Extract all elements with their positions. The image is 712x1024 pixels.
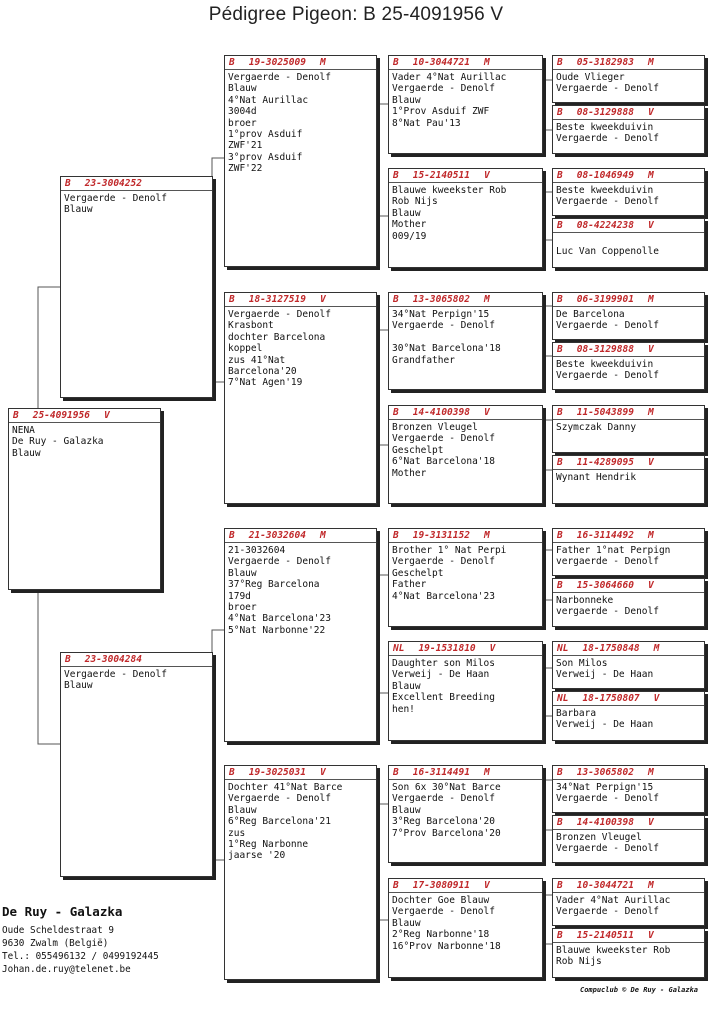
ring-country: B	[229, 530, 235, 541]
ring-country: B	[393, 767, 399, 778]
ring-sex: V	[483, 170, 490, 181]
owner-email[interactable]: Johan.de.ruy@telenet.be	[2, 964, 131, 975]
ring-country: NL	[557, 693, 569, 704]
owner-city: 9630 Zwalm (België)	[2, 938, 109, 949]
ring-number: 14-4100398	[576, 817, 634, 828]
ring-header	[553, 579, 704, 593]
pigeon-description: Narbonneke vergaerde - Denolf	[556, 595, 659, 618]
pigeon-card-g4-5[interactable]	[552, 292, 705, 340]
ring-number: 11-4289095	[576, 457, 634, 468]
ring-number: 19-3025009	[248, 57, 306, 68]
pigeon-card-gm-maternal[interactable]	[224, 765, 377, 980]
ring-number: 05-3182983	[576, 57, 634, 68]
pigeon-description: 34°Nat Perpign'15 Vergaerde - Denolf	[556, 782, 659, 805]
ring-sex: M	[647, 880, 654, 891]
ring-country: B	[65, 654, 71, 665]
pigeon-card-g4-1[interactable]	[552, 55, 705, 103]
ring-sex: M	[647, 57, 654, 68]
ring-header	[553, 106, 704, 120]
ring-header	[389, 879, 542, 893]
ring-country: NL	[393, 643, 405, 654]
ring-country: B	[557, 880, 563, 891]
pigeon-description: Vergaerde - Denolf Blauw 4°Nat Aurillac 3004d broer 1°prov Asduif ZWF'21 3°prov Asduif ZWF'22	[228, 72, 331, 175]
pigeon-card-g3-2[interactable]	[388, 168, 543, 268]
ring-number: 16-3114492	[576, 530, 634, 541]
pigeon-card-g3-6[interactable]	[388, 641, 543, 741]
ring-number: 08-3129888	[576, 107, 634, 118]
ring-header	[389, 406, 542, 420]
ring-header	[553, 529, 704, 543]
ring-sex: M	[647, 530, 654, 541]
pigeon-card-g4-9[interactable]	[552, 528, 705, 576]
pigeon-description: Vader 4°Nat Aurillac Vergaerde - Denolf	[556, 895, 671, 918]
pigeon-card-g4-7[interactable]	[552, 405, 705, 453]
ring-number: 18-1750807	[582, 693, 640, 704]
ring-country: B	[65, 178, 71, 189]
ring-header	[225, 293, 376, 307]
ring-country: B	[393, 294, 399, 305]
ring-header	[389, 642, 542, 656]
ring-header	[389, 56, 542, 70]
ring-number: 08-4224238	[576, 220, 634, 231]
ring-header	[553, 879, 704, 893]
ring-country: B	[557, 57, 563, 68]
pigeon-description: Dochter 41°Nat Barce Vergaerde - Denolf Blauw 6°Reg Barcelona'21 zus 1°Reg Narbonne jaarse '20	[228, 782, 343, 862]
ring-sex: M	[483, 294, 490, 305]
ring-sex: M	[647, 170, 654, 181]
pigeon-description: Vergaerde - Denolf Blauw	[64, 193, 167, 216]
ring-sex: M	[483, 767, 490, 778]
pigeon-description: Vader 4°Nat Aurillac Vergaerde - Denolf Blauw 1°Prov Asduif ZWF 8°Nat Pau'13	[392, 72, 507, 129]
pigeon-card-g4-13[interactable]	[552, 765, 705, 813]
ring-number: 10-3044721	[412, 57, 470, 68]
ring-header	[389, 529, 542, 543]
pigeon-description: Wynant Hendrik	[556, 472, 637, 483]
ring-country: B	[557, 580, 563, 591]
pigeon-card-g4-3[interactable]	[552, 168, 705, 216]
ring-header	[553, 343, 704, 357]
pigeon-card-g3-4[interactable]	[388, 405, 543, 504]
ring-number: 13-3065802	[412, 294, 470, 305]
ring-header	[553, 929, 704, 943]
ring-header	[553, 219, 704, 233]
pigeon-card-g4-6[interactable]	[552, 342, 705, 390]
pigeon-description: 21-3032604 Vergaerde - Denolf Blauw 37°Reg Barcelona 179d broer 4°Nat Barcelona'23 5°Nat Narbonne'22	[228, 545, 331, 636]
ring-number: 08-3129888	[576, 344, 634, 355]
pigeon-card-gf-paternal[interactable]	[224, 55, 377, 267]
footer-credit: Compuclub © De Ruy - Galazka	[579, 986, 698, 994]
ring-country: B	[557, 344, 563, 355]
ring-country: B	[229, 294, 235, 305]
ring-number: 15-3064660	[576, 580, 634, 591]
ring-header	[553, 642, 704, 656]
ring-sex: V	[647, 457, 654, 468]
ring-number: 17-3080911	[412, 880, 470, 891]
ring-country: B	[557, 767, 563, 778]
ring-country: B	[557, 407, 563, 418]
ring-sex: V	[647, 220, 654, 231]
pigeon-card-g4-2[interactable]	[552, 105, 705, 154]
ring-country: B	[557, 817, 563, 828]
ring-sex: M	[319, 57, 326, 68]
ring-sex: M	[647, 294, 654, 305]
pigeon-description: Bronzen Vleugel Vergaerde - Denolf	[556, 832, 659, 855]
ring-sex: M	[483, 57, 490, 68]
ring-number: 23-3004252	[84, 178, 142, 189]
ring-country: B	[393, 170, 399, 181]
ring-header	[389, 169, 542, 183]
pigeon-description: Vergaerde - Denolf Blauw	[64, 669, 167, 692]
pigeon-description: Brother 1° Nat Perpi Vergaerde - Denolf Geschelpt Father 4°Nat Barcelona'23	[392, 545, 507, 602]
ring-number: 18-1750848	[582, 643, 640, 654]
ring-country: B	[229, 767, 235, 778]
ring-country: B	[557, 107, 563, 118]
ring-country: NL	[557, 643, 569, 654]
ring-number: 15-2140511	[412, 170, 470, 181]
ring-header	[553, 56, 704, 70]
ring-country: B	[229, 57, 235, 68]
ring-sex: V	[483, 880, 490, 891]
pigeon-description: Luc Van Coppenolle	[556, 246, 659, 258]
ring-sex: V	[319, 767, 326, 778]
ring-number: 21-3032604	[248, 530, 306, 541]
ring-sex: V	[319, 294, 326, 305]
ring-header	[61, 177, 212, 191]
ring-number: 25-4091956	[32, 410, 90, 421]
ring-number: 11-5043899	[576, 407, 634, 418]
pigeon-description: Bronzen Vleugel Vergaerde - Denolf Geschelpt 6°Nat Barcelona'18 Mother	[392, 422, 495, 479]
ring-header	[225, 56, 376, 70]
ring-number: 08-1046949	[576, 170, 634, 181]
pigeon-card-g4-16[interactable]	[552, 928, 705, 978]
ring-number: 14-4100398	[412, 407, 470, 418]
ring-header	[553, 293, 704, 307]
pigeon-card-g4-10[interactable]	[552, 578, 705, 627]
ring-number: 10-3044721	[576, 880, 634, 891]
pigeon-card-g4-15[interactable]	[552, 878, 705, 926]
page-title: Pédigree Pigeon: B 25-4091956 V	[208, 4, 504, 25]
pigeon-description: Father 1°nat Perpign vergaerde - Denolf	[556, 545, 671, 568]
ring-header	[9, 409, 160, 423]
ring-country: B	[393, 407, 399, 418]
ring-number: 23-3004284	[84, 654, 142, 665]
pigeon-description: Son Milos Verweij - De Haan	[556, 658, 654, 681]
ring-header	[389, 766, 542, 780]
pigeon-description: Son 6x 30°Nat Barce Vergaerde - Denolf Blauw 3°Reg Barcelona'20 7°Prov Barcelona'20	[392, 782, 501, 839]
ring-sex: M	[647, 767, 654, 778]
ring-country: B	[13, 410, 19, 421]
ring-header	[389, 293, 542, 307]
ring-country: B	[393, 880, 399, 891]
ring-sex: V	[647, 344, 654, 355]
ring-header	[553, 692, 704, 706]
ring-country: B	[393, 530, 399, 541]
pigeon-description: Barbara Verweij - De Haan	[556, 708, 654, 731]
ring-number: 15-2140511	[576, 930, 634, 941]
pigeon-description: Vergaerde - Denolf Krasbont dochter Barcelona koppel zus 41°Nat Barcelona'20 7°Nat Agen'19	[228, 309, 331, 389]
pigeon-description: 34°Nat Perpign'15 Vergaerde - Denolf 30°Nat Barcelona'18 Grandfather	[392, 309, 501, 366]
pigeon-description: Daughter son Milos Verweij - De Haan Blauw Excellent Breeding hen!	[392, 658, 495, 715]
pigeon-card-g4-14[interactable]	[552, 815, 705, 863]
owner-name: De Ruy - Galazka	[2, 904, 123, 919]
pigeon-card-mother[interactable]	[60, 652, 213, 877]
pigeon-card-gm-paternal[interactable]	[224, 292, 377, 504]
pigeon-card-g4-4[interactable]	[552, 218, 705, 268]
ring-number: 19-3131152	[412, 530, 470, 541]
pigeon-description: Oude Vlieger Vergaerde - Denolf	[556, 72, 659, 95]
pigeon-description: NENA De Ruy - Galazka Blauw	[12, 425, 104, 459]
pigeon-description: Blauwe kweekster Rob Rob Nijs Blauw Mother 009/19	[392, 185, 507, 242]
ring-header	[225, 766, 376, 780]
ring-number: 06-3199901	[576, 294, 634, 305]
owner-info	[2, 904, 159, 976]
pigeon-card-subject[interactable]	[8, 408, 161, 590]
ring-header	[553, 766, 704, 780]
ring-country: B	[557, 457, 563, 468]
pigeon-card-g4-11[interactable]	[552, 641, 705, 689]
pigeon-card-gf-maternal[interactable]	[224, 528, 377, 742]
owner-phone: Tel.: 055496132 / 0499192445	[2, 951, 159, 962]
pigeon-card-g3-8[interactable]	[388, 878, 543, 978]
pigeon-card-g4-12[interactable]	[552, 691, 705, 741]
ring-number: 19-1531810	[418, 643, 476, 654]
pigeon-card-g3-5[interactable]	[388, 528, 543, 627]
ring-header	[553, 816, 704, 830]
pigeon-card-g3-3[interactable]	[388, 292, 543, 390]
pigeon-description: Beste kweekduivin Vergaerde - Denolf	[556, 359, 659, 382]
ring-country: B	[557, 220, 563, 231]
ring-sex: M	[653, 643, 660, 654]
ring-sex: V	[653, 693, 660, 704]
pigeon-description: Beste kweekduivin Vergaerde - Denolf	[556, 185, 659, 208]
ring-sex: V	[647, 930, 654, 941]
ring-sex: V	[489, 643, 496, 654]
pigeon-card-g3-1[interactable]	[388, 55, 543, 154]
ring-country: B	[393, 57, 399, 68]
ring-header	[553, 406, 704, 420]
ring-number: 19-3025031	[248, 767, 306, 778]
ring-sex: V	[647, 580, 654, 591]
pigeon-description: Blauwe kweekster Rob Rob Nijs	[556, 945, 671, 968]
ring-sex: M	[647, 407, 654, 418]
owner-address: Oude Scheldestraat 9	[2, 925, 114, 936]
ring-sex: V	[483, 407, 490, 418]
pigeon-card-father[interactable]	[60, 176, 213, 398]
pigeon-description: Dochter Goe Blauw Vergaerde - Denolf Blauw 2°Reg Narbonne'18 16°Prov Narbonne'18	[392, 895, 501, 952]
ring-country: B	[557, 530, 563, 541]
ring-country: B	[557, 170, 563, 181]
ring-sex: V	[103, 410, 110, 421]
ring-header	[553, 169, 704, 183]
pigeon-card-g3-7[interactable]	[388, 765, 543, 863]
ring-sex: V	[647, 107, 654, 118]
ring-number: 18-3127519	[248, 294, 306, 305]
ring-sex: M	[483, 530, 490, 541]
ring-header	[61, 653, 212, 667]
ring-header	[225, 529, 376, 543]
ring-header	[553, 456, 704, 470]
pigeon-description: De Barcelona Vergaerde - Denolf	[556, 309, 659, 332]
ring-country: B	[557, 930, 563, 941]
ring-country: B	[557, 294, 563, 305]
ring-sex: M	[319, 530, 326, 541]
ring-number: 13-3065802	[576, 767, 634, 778]
ring-sex: V	[647, 817, 654, 828]
ring-number: 16-3114491	[412, 767, 470, 778]
pigeon-card-g4-8[interactable]	[552, 455, 705, 504]
pigeon-description: Beste kweekduivin Vergaerde - Denolf	[556, 122, 659, 145]
pigeon-description: Szymczak Danny	[556, 422, 637, 433]
